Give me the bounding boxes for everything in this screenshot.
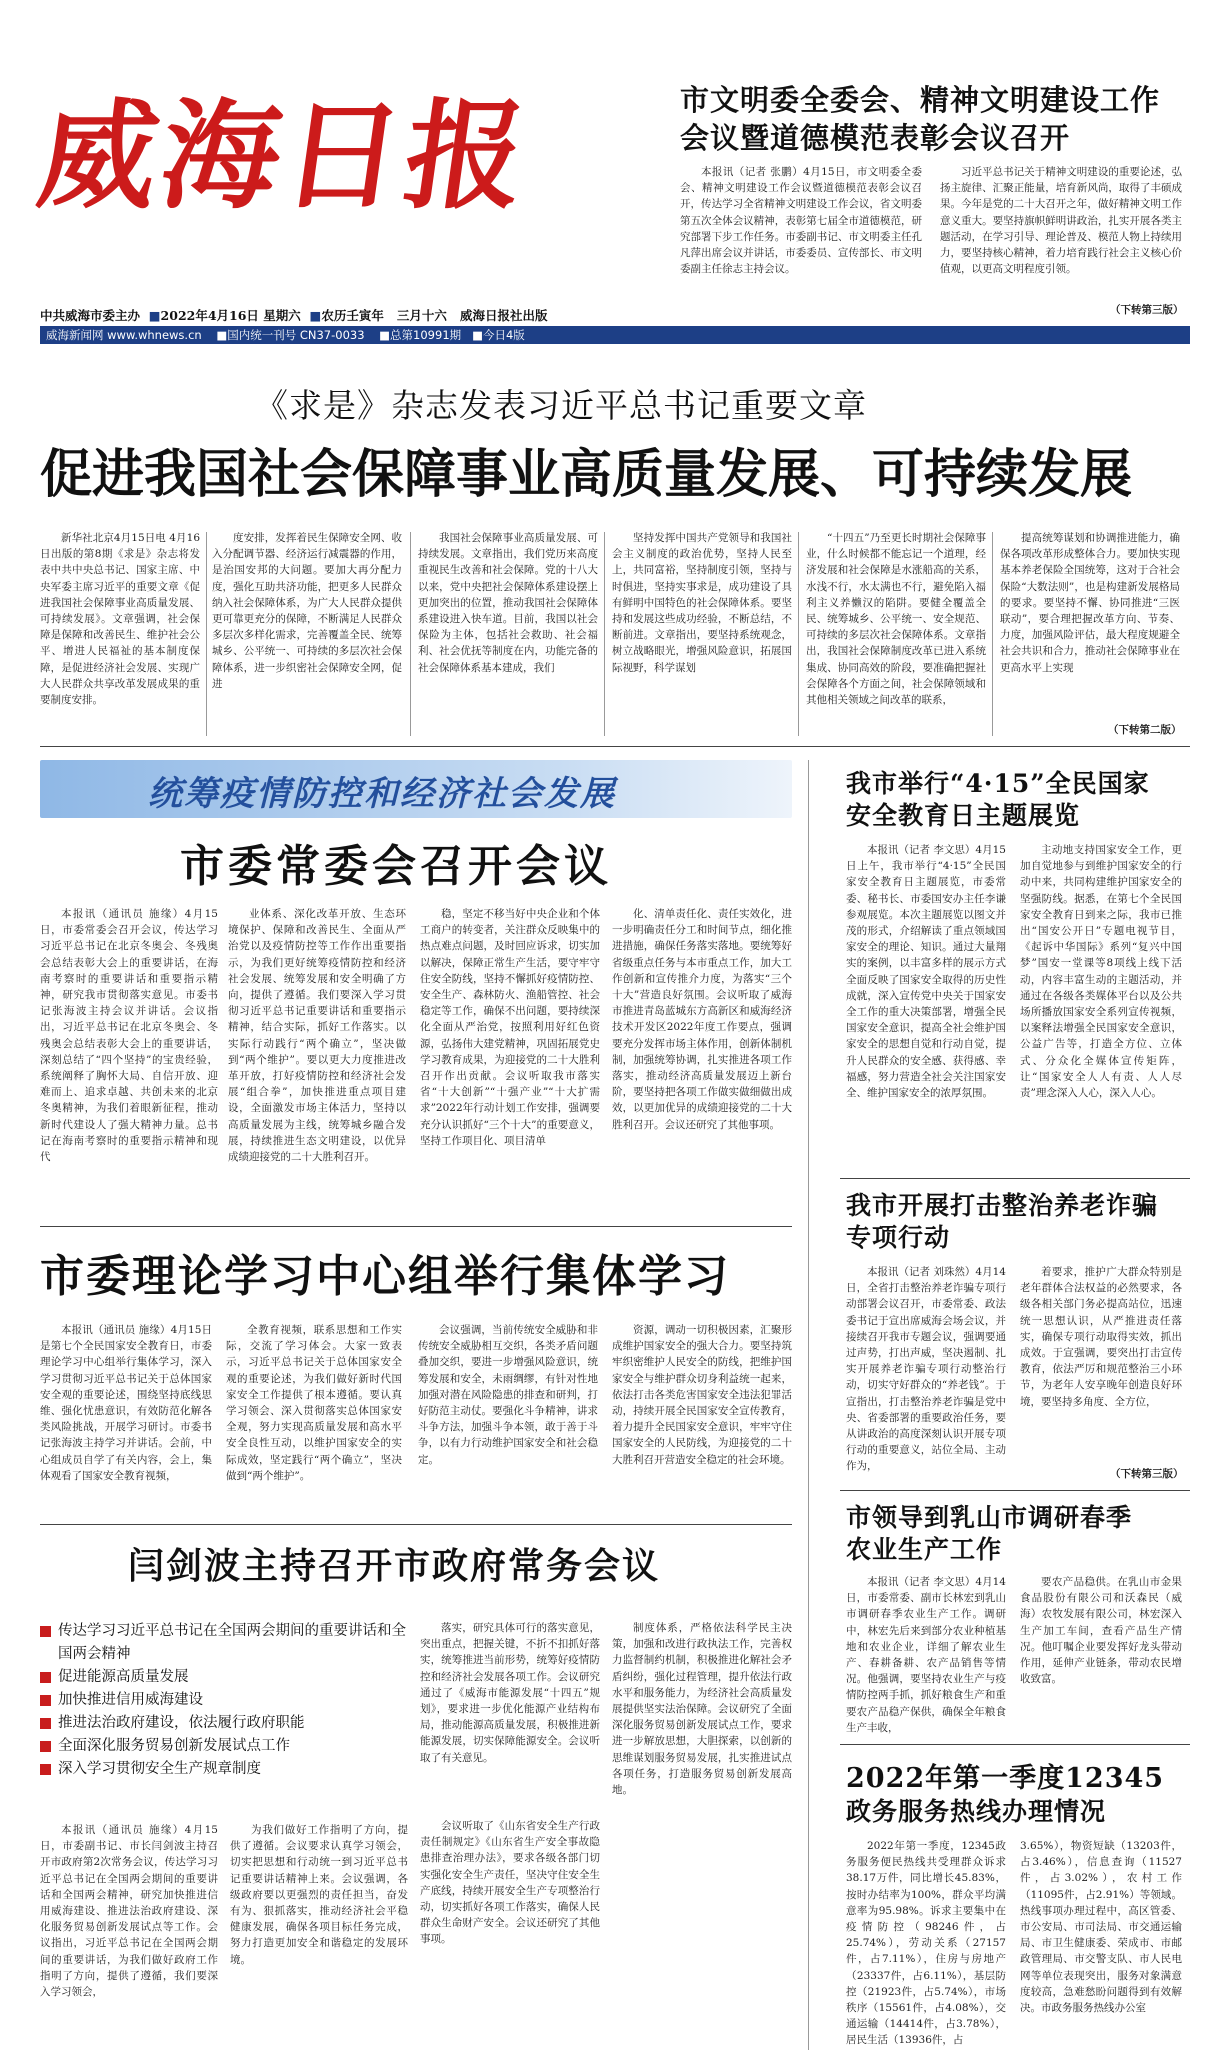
story4-jump: （下转第三版） [1110, 1468, 1184, 1480]
story6-headline-1: 市领导到乳山市调研春季 [846, 1503, 1133, 1532]
bullet-item: 传达学习习近平总书记在全国两会期间的重要讲话和全国两会精神 [40, 1620, 410, 1666]
lunar-year: 农历壬寅年 [321, 308, 384, 323]
story2-col1: 本报讯（通讯员 施缘）4月15日，市委常委会召开会议，传达学习习近平总书记在北京冬奥会、冬残奥会总结表彰大会上的重要讲话，在海南考察时的重要讲话和重要指示精神，研究我市贯彻落实意见。市委书记张海波主持会议并讲话。会议指出，习近平总书记在北京冬奥会、冬残奥会总结表彰大会上的重要讲话，深刻总结了“四个坚持”的宝贵经验，系统阐释了胸怀大局、自信开放、迎难而上、追求卓越、共创未来的北京冬奥精神，为我们着眼新征程，推动新时代建设人了强大精神力量。总书记在海南考察时的重要指示精神和现代 [40, 908, 218, 1164]
bullet-item: 加快推进信用威海建设 [40, 1689, 410, 1712]
issue-number: 总第10991期 [390, 328, 462, 342]
lead-col1: 新华社北京4月15日电 4月16日出版的第8期《求是》杂志将发表中共中央总书记、国家主席、中央军委主席习近平的重要文章《促进我国社会保障事业高质量发展、可持续发展》。文章强调，社会保障是保障和改善民生、维护社会公平、增进人民福祉的基本制度保障，是促进经济社会发展、实现广大人民群众共享改革发展成果的重要制度安排。 [40, 532, 200, 707]
theme-banner [40, 760, 792, 818]
lead-col4: 坚持发挥中国共产党领导和我国社会主义制度的政治优势，坚持人民至上，共同富裕，坚持制度引领，坚持与时俱进，坚持实事求是，成功建设了具有鲜明中国特色的社会保障体系。要坚持和发展这些成功经验，不断总结，不断前进。文章指出，要坚持系统观念，树立战略眼光，增强风险意识，拓展国际视野，科学谋划 [612, 532, 792, 674]
bullet-item: 全面深化服务贸易创新发展试点工作 [40, 1735, 410, 1758]
bullet-item: 促进能源高质量发展 [40, 1666, 410, 1689]
lead-kicker: 《求是》杂志发表习近平总书记重要文章 [255, 386, 867, 425]
masthead-info-line: 中共威海市委主办 ■2022年4月16日 星期六 ■农历壬寅年 三月十六 威海日报社出版 [40, 308, 548, 323]
story8-headline-1: 2022年第一季度12345 [846, 1763, 1165, 1794]
story7-bullet-list [40, 1620, 410, 1781]
lead-col5: “十四五”乃至更长时期社会保障事业，什么时候都不能忘记一个道理，经济发展和社会保障是水涨船高的关系，水浅不行，水太满也不行，避免陷入福利主义养懒汉的陷阱。要健全覆盖全民、统筹城乡、公平统一、安全规范、可持续的多层次社会保障体系。文章指出，我国社会保障制度改革已进入系统集成、协同高效的阶段，要准确把握社会保障各个方面之间，社会保障领域和其他相关领域之间改革的联系， [806, 532, 986, 707]
lead-col6: 提高统筹谋划和协调推进能力，确保各项改革形成整体合力。要加快实现基本养老保险全国统筹，这对于合社会保险“大数法则”，也是构建新发展格局的要求。要坚持不懈、协同推进“三医联动”，要合理把握改革方向、节奏、力度，加强风险评估，最大程度规避全社会共识和合力，推动社会保障事业在更高水平上实现 [1000, 532, 1180, 674]
story1-jump: （下转第三版） [1110, 304, 1184, 316]
story4-col2: 着要求，推护广大群众特别是老年群体合法权益的必然要求，各级各相关部门务必提高站位，迅速统一思想认识，从严推进责任落实，确保专项行动取得实效，抓出成效。于宣强调，要突出打击宣传教育，依法严厉和规范整治三小环节，为老年人安享晚年创造良好环境，要坚持多角度、全方位， [1020, 1266, 1182, 1408]
masthead-logo: 威海日报 [30, 86, 538, 225]
masthead-blue-bar: 威海新闻网 www.whnews.cn ■国内统一刊号 CN37-0033 ■总第10991期 ■今日4版 [40, 326, 1190, 344]
story3-col2: 主动地支持国家安全工作，更加自觉地参与到维护国家安全的行动中来，共同构建维护国家安全的坚强防线。据悉，在第七个全民国家安全教育日到来之际，我市已推出“国安公开日”专题电视节目，《起诉中华国际》系列“复兴中国梦”国安一堂课等8项线上线下活动，内容丰富生动的主题活动，并通过在各级各类媒体平台以及公共场所播放国家安全系列宣传视频，以案释法增强全民国家安全意识，公益广告等，打造全方位、立体式、分众化全媒体宣传矩阵，让“国家安全人人有责、人人尽责”理念深入人心，深入人心。 [1020, 844, 1182, 1100]
story5-headline: 市委理论学习中心组举行集体学习 [40, 1251, 730, 1302]
story4-headline-1: 我市开展打击整治养老诈骗 [846, 1191, 1159, 1220]
sponsor: 中共威海市委主办 [40, 308, 141, 323]
story7-headline: 闫剑波主持召开市政府常务会议 [128, 1545, 661, 1587]
story6-headline-2: 农业生产工作 [846, 1535, 1003, 1564]
story1-headline-1: 市文明委全委会、精神文明建设工作 [680, 83, 1161, 117]
lead-jump: （下转第二版） [1108, 724, 1182, 736]
story6-col2: 要农产品稳供。在乳山市金果食品股份有限公司和沃森民（威海）农牧发展有限公司，林宏深入生产加工车间，查看产品生产情况。他叮嘱企业要发挥好龙头带动作用，延伸产业链条，带动农民增收致富。 [1020, 1576, 1182, 1686]
story7-col4: 制度体系，严格依法科学民主决策，加强和改进行政执法工作，完善权力监督制约机制，积极推进化解社会矛盾纠纷，强化过程管理，提升依法行政水平和服务能力，为经济社会高质量发展提供坚实法治保障。会议研究了全面深化服务贸易创新发展试点工作，要求进一步解放思想，大胆探索，以创新的思维谋划服务贸易发展，扎实推进试点各项任务，打造服务贸易创新发展高地。 [612, 1622, 792, 1797]
bullet-item: 深入学习贯彻安全生产规章制度 [40, 1758, 410, 1781]
bullet-item: 推进法治政府建设，依法履行政府职能 [40, 1712, 410, 1735]
story7-col3: 落实，研究具体可行的落实意见，突出重点，把握关键，不折不扣抓好落实，统筹推进当前形势，统筹好疫情防控和经济社会发展各项工作。会议研究通过了《威海市能源发展“十四五”规划》，要求进一步优化能源产业结构布局，推动能源高质量发展，积极推进新能源发展，切实保障能源安全。会议听取了有关意见。 [420, 1622, 600, 1764]
lead-col2: 度安排，发挥着民生保障安全网、收入分配调节器、经济运行减震器的作用，是治国安邦的大问题。要加大再分配力度，强化互助共济功能，把更多人民群众纳入社会保障体系，为广大人民群众提供更可靠更充分的保障，不断满足人民群众多层次多样化需求，完善覆盖全民、统筹城乡、公平统一、可持续的多层次社会保障体系，进一步织密社会保障安全网，促进 [212, 532, 402, 690]
story5-col3: 会议强调，当前传统安全威胁和非传统安全威胁相互交织，各类矛盾问题叠加交织，要进一步增强风险意识，统筹发展和安全，未雨绸缪，有针对性地加强对潜在风险隐患的排查和研判，打好防范主动仗。要强化斗争精神，讲求斗争方法，加强斗争本领，敢于善于斗争，以有力行动维护国家安全和社会稳定。 [418, 1324, 598, 1466]
story8-col2: 3.65%），物资短缺（13203件，占3.46%），信息查询（11527件，占3.02%），农村工作（11095件，占2.91%）等领域。热线事项办理过程中，高区管委、市公安局、市司法局、市交通运输局、市卫生健康委、荣成市、市邮政管理局、市交警支队、市人民电网等单位表现突出，服务对象满意度较高，急难愁盼问题得到有效解决。市政务服务热线办公室 [1020, 1840, 1182, 2015]
story3-headline-2: 安全教育日主题展览 [846, 801, 1081, 830]
story8-col1: 2022年第一季度，12345政务服务便民热线共受理群众诉求38.17万件，同比增长45.83%，按时办结率为100%，群众平均满意率为95.98%。诉求主要集中在疫情防控（98246件，占25.74%），劳动关系（27157件，占7.11%），住房与房地产（23337件，占6.11%），基层防控（21923件，占5.74%），市场秩序（15561件，占4.08%），交通运输（14414件，占3.78%），居民生活（13936件，占 [846, 1840, 1006, 2047]
story1-col1: 本报讯（记者 张鹏）4月15日，市文明委全委会、精神文明建设工作会议暨道德模范表彰会议召开，传达学习全省精神文明建设工作会议，省文明委第五次全体会议精神，表彰第七届全市道德模范，研究部署下步工作任务。市委副书记、市文明委主任孔凡萍出席会议并讲话，市委委员、宣传部长、市文明委副主任徐志主持会议。 [680, 166, 922, 276]
page-count: 今日4版 [482, 328, 525, 342]
story2-col2: 业体系、深化改革开放、生态环境保护、保障和改善民生、全面从严治党以及疫情防控等工作作出重要指示，为我们更好统筹疫情防控和经济社会发展、统筹发展和安全明确了方向，提供了遵循。我们要深入学习贯彻习近平总书记重要讲话和重要指示精神，结合实际，抓好工作落实。以实际行动践行“两个确立”，坚决做到“两个维护”。要以更大力度推进改革开放，打好疫情防控和经济社会发展“组合拳”，加快推进重点项目建设，全面激发市场主体活力，坚持以高质量发展为主线，统筹城乡融合发展，持续推进生态文明建设，以优异成绩迎接党的二十大胜利召开。 [228, 908, 406, 1164]
story7-col5: 会议听取了《山东省安全生产行政责任制规定》《山东省生产安全事故隐患排查治理办法》，要求各级各部门切实强化安全生产责任，坚决守住安全生产底线，持续开展安全生产专项整治行动，切实抓好各项工作落实，确保人民群众生命财产安全。会议还研究了其他事项。 [420, 1820, 600, 1946]
story5-col2: 全教育视频，联系思想和工作实际，交流了学习体会。大家一致表示，习近平总书记关于总体国家安全观的重要论述，为我们做好新时代国家安全工作提供了根本遵循。要认真学习领会、深入贯彻落实总体国家安全观，努力实现高质量发展和高水平安全良性互动，以维护国家安全的实际成效，坚定践行“两个确立”，坚决做到“两个维护”。 [226, 1324, 402, 1482]
story7-col1: 本报讯（通讯员 施缘）4月15日，市委副书记、市长闫剑波主持召开市政府第2次常务会议，传达学习习近平总书记在全国两会期间的重要讲话和全国两会精神，研究加快推进信用威海建设、推进法治政府建设、深化服务贸易创新发展试点等工作。会议指出，习近平总书记在全国两会期间的重要讲话，为我们做好政府工作指明了方向，提供了遵循，我们要深入学习领会， [40, 1824, 218, 1999]
story7-col2: 为我们做好工作指明了方向，提供了遵循。会议要求认真学习领会，切实把思想和行动统一到习近平总书记重要讲话精神上来。会议强调，各级政府要以更强烈的责任担当，奋发有为、狠抓落实，推动经济社会平稳健康发展，确保各项目标任务完成，努力打造更加安全和谐稳定的发展环境。 [230, 1824, 408, 1966]
lunar-day: 三月十六 [396, 308, 447, 323]
story2-col3: 稳，坚定不移当好中央企业和个体工商户的转变者，关注群众反映集中的热点难点问题，及时回应诉求，切实加以解决，保障正常生产生活，要守牢守住安全防线，坚持不懈抓好疫情防控、安全生产、森林防火、渔船管控、社会稳定等工作，确保不出问题，要持续深化全面从严治党，按照利用好红色资源，弘扬伟大建党精神，巩固拓展党史学习教育成果，为迎接党的二十大胜利召开作出贡献。会议听取我市落实省“十大创新”“十强产业”“十大扩需求”2022年行动计划工作安排，强调要充分认识抓好“三个十大”的重要意义，坚持工作项目化、项目清单 [420, 908, 600, 1147]
cn-number: 国内统一刊号 CN37-0033 [227, 328, 365, 342]
publisher: 威海日报社出版 [460, 308, 548, 323]
story4-headline-2: 专项行动 [846, 1223, 951, 1252]
story6-col1: 本报讯（记者 李文思）4月14日，市委常委、副市长林宏到乳山市调研春季农业生产工作。调研中，林宏先后来到部分农业种植基地和农业企业，详细了解农业生产、春耕备耕、农产品销售等情况。他强调，要坚持农业生产与疫情防控两手抓，抓好粮食生产和重要农产品稳产保供，确保全年粮食生产丰收， [846, 1576, 1006, 1734]
lead-headline: 促进我国社会保障事业高质量发展、可持续发展 [40, 444, 1133, 505]
lead-col3: 我国社会保障事业高质量发展、可持续发展。文章指出，我们党历来高度重视民生改善和社会保障。党的十八大以来，党中央把社会保障体系建设摆上更加突出的位置，推动我国社会保障体系建设进入快车道。目前，我国以社会保险为主体，包括社会救助、社会福利、社会优抚等制度在内，功能完备的社会保障体系基本建成，我们 [418, 532, 598, 674]
story3-headline-1: 我市举行“4·15”全民国家 [846, 769, 1150, 798]
website-link[interactable]: 威海新闻网 www.whnews.cn [46, 328, 202, 342]
story5-col4: 资源，调动一切积极因素，汇聚形成维护国家安全的强大合力。要坚持筑牢织密维护人民安全的防线，把维护国家安全与维护群众切身利益统一起来，依法打击各类危害国家安全违法犯罪活动，持续开展全民国家安全宣传教育，着力提升全民国家安全意识，牢牢守住国家安全的人民防线，为迎接党的二十大胜利召开营造安全稳定的社会环境。 [612, 1324, 792, 1466]
story8-headline-2: 政务服务热线办理情况 [846, 1797, 1107, 1826]
story4-col1: 本报讯（记者 刘珠然）4月14日，全省打击整治养老诈骗专项行动部署会议召开，市委常委、政法委书记于宣出席威海会场会议，并接续召开我市专题会议，强调要通过声势，打出声威，坚决遏制、扎实开展养老诈骗专项行动整治行动，切实守好群众的“养老钱”。于宣指出，打击整治养老诈骗是党中央、省委部署的重要政治任务，要从讲政治的高度深刻认识开展专项行动的重要意义，站位全局、主动作为， [846, 1266, 1006, 1473]
story3-col1: 本报讯（记者 李文思）4月15日上午，我市举行“4·15”全民国家安全教育日主题展览，市委常委、秘书长、市委国安办主任李谦参观展览。本次主题展览以图文并茂的形式，介绍解读了重点领域国家安全的理论、知识。通过大量翔实的案例，以丰富多样的展示方式全面反映了国家安全取得的历史性成就，深入宣传党中央关于国家安全工作的重大决策部署，增强全民国家安全意识，提高全社会维护国家安全的思想自觉和行动自觉，提升人民群众的安全感、获得感、幸福感，努力营造全社会关注国家安全、维护国家安全的浓厚氛围。 [846, 844, 1006, 1100]
story1-headline-2: 会议暨道德模范表彰会议召开 [680, 121, 1071, 155]
story2-headline: 市委常委会召开会议 [180, 841, 612, 892]
story2-col4: 化、清单责任化、责任实效化，进一步明确责任分工和时间节点，细化推进措施，确保任务落实落地。要统筹好省级重点任务与本市重点工作，加大工作创新和宣传推介力度，为落实“三个十大”营造良好氛围。会议听取了威海市推进青岛蓝城东方高新区和威海经济技术开发区2022年度工作要点，强调要充分发挥市场主体作用，创新体制机制，加强统筹协调，扎实推进各项工作落实，推动经济高质量发展迈上新台阶，要坚持把各项工作做实做细做出成效，以更加优异的成绩迎接党的二十大胜利召开。会议还研究了其他事项。 [612, 908, 792, 1131]
story1-col2: 习近平总书记关于精神文明建设的重要论述，弘扬主旋律、汇聚正能量，培育新风尚，取得了丰硕成果。今年是党的二十大召开之年，做好精神文明工作意义重大。要坚持旗帜鲜明讲政治，扎实开展各类主题活动，在学习引导、理论普及、模范人物上持续用力，要坚持核心精神，着力培育践行社会主义核心价值观，以更高文明程度引领。 [940, 166, 1182, 276]
issue-date: 2022年4月16日 [160, 308, 259, 323]
banner-text: 统筹疫情防控和经济社会发展 [148, 774, 616, 814]
weekday: 星期六 [263, 308, 301, 323]
story5-col1: 本报讯（通讯员 施缘）4月15日是第七个全民国家安全教育日，市委理论学习中心组举行集体学习，深入学习贯彻习近平总书记关于总体国家安全观的重要论述，围绕坚持底线思维、强化忧患意识，有效防范化解各类风险挑战，开展学习研讨。市委书记张海波主持学习并讲话。会前，中心组成员自学了有关内容，会上，集体观看了国家安全教育视频， [40, 1324, 212, 1482]
